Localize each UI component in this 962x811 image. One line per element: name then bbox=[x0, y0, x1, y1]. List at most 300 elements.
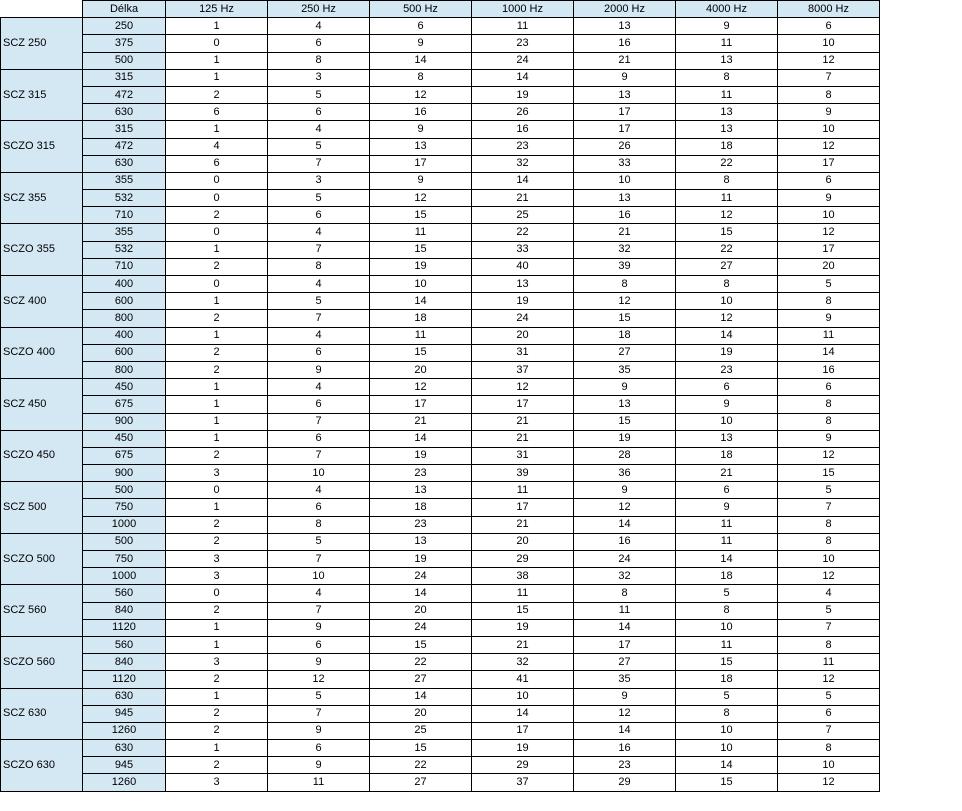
value-cell: 32 bbox=[574, 241, 676, 258]
value-cell: 11 bbox=[676, 86, 778, 103]
value-cell: 17 bbox=[574, 121, 676, 138]
value-cell: 22 bbox=[472, 224, 574, 241]
table-row bbox=[1, 258, 880, 275]
length-cell: 500 bbox=[83, 533, 166, 550]
value-cell: 29 bbox=[472, 757, 574, 774]
value-cell: 13 bbox=[676, 104, 778, 121]
value-cell: 27 bbox=[370, 774, 472, 791]
value-cell: 1 bbox=[166, 688, 268, 705]
freq-header: 1000 Hz bbox=[472, 1, 574, 18]
value-cell: 5 bbox=[268, 86, 370, 103]
value-cell: 12 bbox=[574, 499, 676, 516]
value-cell: 20 bbox=[778, 258, 880, 275]
value-cell: 15 bbox=[574, 413, 676, 430]
value-cell: 8 bbox=[574, 585, 676, 602]
value-cell: 5 bbox=[268, 293, 370, 310]
table-row bbox=[1, 413, 880, 430]
length-cell: 472 bbox=[83, 138, 166, 155]
value-cell: 16 bbox=[574, 533, 676, 550]
table-row bbox=[1, 602, 880, 619]
length-cell: 630 bbox=[83, 688, 166, 705]
value-cell: 3 bbox=[268, 172, 370, 189]
value-cell: 20 bbox=[472, 533, 574, 550]
table-row bbox=[1, 585, 880, 602]
value-cell: 12 bbox=[370, 86, 472, 103]
value-cell: 41 bbox=[472, 671, 574, 688]
length-cell: 600 bbox=[83, 344, 166, 361]
value-cell: 2 bbox=[166, 705, 268, 722]
table-row bbox=[1, 516, 880, 533]
value-cell: 14 bbox=[370, 430, 472, 447]
table-row bbox=[1, 447, 880, 464]
value-cell: 2 bbox=[166, 258, 268, 275]
value-cell: 11 bbox=[472, 585, 574, 602]
table-row bbox=[1, 327, 880, 344]
value-cell: 18 bbox=[676, 568, 778, 585]
value-cell: 12 bbox=[676, 207, 778, 224]
value-cell: 8 bbox=[778, 413, 880, 430]
value-cell: 8 bbox=[778, 533, 880, 550]
value-cell: 5 bbox=[268, 688, 370, 705]
group-name-cell: SCZ 400 bbox=[1, 276, 83, 328]
length-cell: 532 bbox=[83, 241, 166, 258]
value-cell: 11 bbox=[472, 18, 574, 35]
value-cell: 31 bbox=[472, 447, 574, 464]
value-cell: 26 bbox=[472, 104, 574, 121]
value-cell: 11 bbox=[676, 35, 778, 52]
length-cell: 315 bbox=[83, 121, 166, 138]
value-cell: 11 bbox=[268, 774, 370, 791]
value-cell: 6 bbox=[166, 104, 268, 121]
value-cell: 0 bbox=[166, 172, 268, 189]
value-cell: 18 bbox=[676, 138, 778, 155]
value-cell: 8 bbox=[778, 396, 880, 413]
length-cell: 472 bbox=[83, 86, 166, 103]
value-cell: 9 bbox=[370, 121, 472, 138]
value-cell: 9 bbox=[370, 172, 472, 189]
value-cell: 12 bbox=[676, 310, 778, 327]
value-cell: 19 bbox=[370, 447, 472, 464]
value-cell: 23 bbox=[370, 465, 472, 482]
value-cell: 3 bbox=[268, 69, 370, 86]
value-cell: 1 bbox=[166, 293, 268, 310]
value-cell: 13 bbox=[370, 138, 472, 155]
value-cell: 15 bbox=[574, 310, 676, 327]
value-cell: 6 bbox=[268, 344, 370, 361]
value-cell: 12 bbox=[778, 447, 880, 464]
value-cell: 32 bbox=[472, 155, 574, 172]
value-cell: 9 bbox=[778, 430, 880, 447]
value-cell: 38 bbox=[472, 568, 574, 585]
value-cell: 9 bbox=[268, 619, 370, 636]
value-cell: 1 bbox=[166, 18, 268, 35]
table-row bbox=[1, 619, 880, 636]
value-cell: 0 bbox=[166, 35, 268, 52]
length-cell: 900 bbox=[83, 465, 166, 482]
value-cell: 12 bbox=[574, 293, 676, 310]
length-cell: 800 bbox=[83, 361, 166, 378]
value-cell: 12 bbox=[472, 379, 574, 396]
value-cell: 23 bbox=[472, 138, 574, 155]
value-cell: 10 bbox=[676, 413, 778, 430]
value-cell: 29 bbox=[472, 551, 574, 568]
length-cell: 400 bbox=[83, 276, 166, 293]
value-cell: 9 bbox=[268, 654, 370, 671]
value-cell: 12 bbox=[574, 705, 676, 722]
value-cell: 4 bbox=[268, 482, 370, 499]
value-cell: 3 bbox=[166, 551, 268, 568]
value-cell: 15 bbox=[676, 224, 778, 241]
value-cell: 1 bbox=[166, 379, 268, 396]
value-cell: 19 bbox=[370, 551, 472, 568]
value-cell: 14 bbox=[574, 516, 676, 533]
value-cell: 8 bbox=[268, 258, 370, 275]
value-cell: 2 bbox=[166, 344, 268, 361]
value-cell: 24 bbox=[472, 310, 574, 327]
value-cell: 16 bbox=[472, 121, 574, 138]
freq-header: 8000 Hz bbox=[778, 1, 880, 18]
value-cell: 21 bbox=[676, 465, 778, 482]
value-cell: 22 bbox=[370, 757, 472, 774]
value-cell: 33 bbox=[574, 155, 676, 172]
value-cell: 2 bbox=[166, 361, 268, 378]
value-cell: 15 bbox=[370, 740, 472, 757]
value-cell: 4 bbox=[268, 121, 370, 138]
table-row bbox=[1, 533, 880, 550]
value-cell: 8 bbox=[676, 172, 778, 189]
table-row bbox=[1, 636, 880, 653]
value-cell: 3 bbox=[166, 568, 268, 585]
value-cell: 14 bbox=[472, 705, 574, 722]
value-cell: 14 bbox=[676, 551, 778, 568]
value-cell: 6 bbox=[676, 482, 778, 499]
length-cell: 1000 bbox=[83, 568, 166, 585]
value-cell: 1 bbox=[166, 69, 268, 86]
value-cell: 6 bbox=[268, 104, 370, 121]
table-row bbox=[1, 705, 880, 722]
value-cell: 14 bbox=[676, 327, 778, 344]
table-row bbox=[1, 379, 880, 396]
value-cell: 19 bbox=[472, 619, 574, 636]
value-cell: 17 bbox=[574, 104, 676, 121]
value-cell: 10 bbox=[268, 465, 370, 482]
length-cell: 675 bbox=[83, 396, 166, 413]
table-row bbox=[1, 69, 880, 86]
value-cell: 9 bbox=[778, 190, 880, 207]
value-cell: 23 bbox=[370, 516, 472, 533]
value-cell: 11 bbox=[778, 654, 880, 671]
value-cell: 23 bbox=[676, 361, 778, 378]
value-cell: 1 bbox=[166, 636, 268, 653]
value-cell: 19 bbox=[472, 740, 574, 757]
value-cell: 12 bbox=[268, 671, 370, 688]
value-cell: 13 bbox=[676, 121, 778, 138]
value-cell: 13 bbox=[370, 482, 472, 499]
group-name-cell: SCZ 560 bbox=[1, 585, 83, 637]
table-row bbox=[1, 482, 880, 499]
table-row bbox=[1, 740, 880, 757]
value-cell: 5 bbox=[778, 602, 880, 619]
freq-header: 2000 Hz bbox=[574, 1, 676, 18]
value-cell: 5 bbox=[778, 482, 880, 499]
group-name-cell: SCZ 630 bbox=[1, 688, 83, 740]
value-cell: 39 bbox=[472, 465, 574, 482]
value-cell: 14 bbox=[370, 52, 472, 69]
value-cell: 7 bbox=[778, 499, 880, 516]
value-cell: 4 bbox=[268, 18, 370, 35]
value-cell: 10 bbox=[676, 293, 778, 310]
length-cell: 840 bbox=[83, 602, 166, 619]
value-cell: 15 bbox=[472, 602, 574, 619]
group-name-cell: SCZ 315 bbox=[1, 69, 83, 121]
value-cell: 21 bbox=[574, 224, 676, 241]
corner-cell bbox=[1, 1, 83, 18]
value-cell: 24 bbox=[472, 52, 574, 69]
value-cell: 3 bbox=[166, 465, 268, 482]
value-cell: 20 bbox=[370, 361, 472, 378]
length-cell: 250 bbox=[83, 18, 166, 35]
value-cell: 1 bbox=[166, 52, 268, 69]
value-cell: 1 bbox=[166, 430, 268, 447]
value-cell: 6 bbox=[166, 155, 268, 172]
value-cell: 5 bbox=[676, 688, 778, 705]
table-row bbox=[1, 276, 880, 293]
value-cell: 9 bbox=[574, 482, 676, 499]
value-cell: 27 bbox=[574, 344, 676, 361]
value-cell: 5 bbox=[268, 190, 370, 207]
length-cell: 840 bbox=[83, 654, 166, 671]
value-cell: 11 bbox=[676, 533, 778, 550]
length-cell: 400 bbox=[83, 327, 166, 344]
value-cell: 20 bbox=[472, 327, 574, 344]
value-cell: 11 bbox=[370, 327, 472, 344]
value-cell: 6 bbox=[778, 705, 880, 722]
value-cell: 14 bbox=[370, 293, 472, 310]
value-cell: 13 bbox=[370, 533, 472, 550]
value-cell: 17 bbox=[472, 722, 574, 739]
table-row bbox=[1, 465, 880, 482]
table-row bbox=[1, 293, 880, 310]
value-cell: 9 bbox=[370, 35, 472, 52]
value-cell: 11 bbox=[676, 516, 778, 533]
table-row bbox=[1, 757, 880, 774]
value-cell: 19 bbox=[370, 258, 472, 275]
group-name-cell: SCZO 630 bbox=[1, 740, 83, 792]
length-cell: 900 bbox=[83, 413, 166, 430]
value-cell: 18 bbox=[574, 327, 676, 344]
value-cell: 24 bbox=[574, 551, 676, 568]
table-body bbox=[1, 18, 880, 791]
value-cell: 31 bbox=[472, 344, 574, 361]
value-cell: 7 bbox=[778, 619, 880, 636]
value-cell: 9 bbox=[268, 361, 370, 378]
value-cell: 29 bbox=[574, 774, 676, 791]
value-cell: 7 bbox=[778, 722, 880, 739]
value-cell: 6 bbox=[778, 379, 880, 396]
value-cell: 5 bbox=[268, 138, 370, 155]
freq-header: 500 Hz bbox=[370, 1, 472, 18]
value-cell: 10 bbox=[778, 35, 880, 52]
table-row bbox=[1, 207, 880, 224]
value-cell: 11 bbox=[676, 636, 778, 653]
length-cell: 375 bbox=[83, 35, 166, 52]
value-cell: 10 bbox=[778, 757, 880, 774]
value-cell: 21 bbox=[370, 413, 472, 430]
value-cell: 15 bbox=[370, 241, 472, 258]
value-cell: 39 bbox=[574, 258, 676, 275]
value-cell: 0 bbox=[166, 482, 268, 499]
length-cell: 710 bbox=[83, 207, 166, 224]
value-cell: 2 bbox=[166, 447, 268, 464]
value-cell: 25 bbox=[370, 722, 472, 739]
value-cell: 10 bbox=[778, 207, 880, 224]
table-row bbox=[1, 361, 880, 378]
value-cell: 13 bbox=[676, 430, 778, 447]
value-cell: 19 bbox=[676, 344, 778, 361]
value-cell: 19 bbox=[574, 430, 676, 447]
value-cell: 35 bbox=[574, 671, 676, 688]
value-cell: 0 bbox=[166, 276, 268, 293]
length-cell: 355 bbox=[83, 224, 166, 241]
value-cell: 22 bbox=[676, 241, 778, 258]
value-cell: 23 bbox=[574, 757, 676, 774]
length-cell: 945 bbox=[83, 757, 166, 774]
value-cell: 21 bbox=[472, 516, 574, 533]
value-cell: 8 bbox=[778, 636, 880, 653]
value-cell: 5 bbox=[778, 688, 880, 705]
value-cell: 0 bbox=[166, 585, 268, 602]
value-cell: 22 bbox=[676, 155, 778, 172]
value-cell: 15 bbox=[370, 344, 472, 361]
value-cell: 8 bbox=[778, 293, 880, 310]
table-row bbox=[1, 310, 880, 327]
value-cell: 10 bbox=[574, 172, 676, 189]
table-row bbox=[1, 688, 880, 705]
value-cell: 2 bbox=[166, 207, 268, 224]
table-row bbox=[1, 241, 880, 258]
table-row bbox=[1, 430, 880, 447]
value-cell: 9 bbox=[574, 379, 676, 396]
length-cell: 600 bbox=[83, 293, 166, 310]
group-name-cell: SCZO 500 bbox=[1, 533, 83, 585]
table-row bbox=[1, 654, 880, 671]
value-cell: 16 bbox=[778, 361, 880, 378]
value-cell: 16 bbox=[370, 104, 472, 121]
value-cell: 8 bbox=[676, 276, 778, 293]
value-cell: 3 bbox=[166, 774, 268, 791]
value-cell: 18 bbox=[676, 671, 778, 688]
group-name-cell: SCZO 355 bbox=[1, 224, 83, 276]
value-cell: 1 bbox=[166, 396, 268, 413]
value-cell: 14 bbox=[676, 757, 778, 774]
freq-header: 4000 Hz bbox=[676, 1, 778, 18]
value-cell: 1 bbox=[166, 740, 268, 757]
value-cell: 8 bbox=[268, 52, 370, 69]
value-cell: 9 bbox=[676, 18, 778, 35]
table-row bbox=[1, 551, 880, 568]
value-cell: 4 bbox=[268, 276, 370, 293]
value-cell: 40 bbox=[472, 258, 574, 275]
value-cell: 6 bbox=[268, 430, 370, 447]
value-cell: 9 bbox=[574, 688, 676, 705]
value-cell: 7 bbox=[778, 69, 880, 86]
length-cell: 500 bbox=[83, 52, 166, 69]
length-cell: 675 bbox=[83, 447, 166, 464]
value-cell: 11 bbox=[370, 224, 472, 241]
value-cell: 6 bbox=[268, 499, 370, 516]
value-cell: 1 bbox=[166, 619, 268, 636]
value-cell: 6 bbox=[778, 18, 880, 35]
value-cell: 37 bbox=[472, 774, 574, 791]
value-cell: 1 bbox=[166, 241, 268, 258]
length-cell: 532 bbox=[83, 190, 166, 207]
value-cell: 35 bbox=[574, 361, 676, 378]
value-cell: 37 bbox=[472, 361, 574, 378]
freq-header: 250 Hz bbox=[268, 1, 370, 18]
length-cell: 800 bbox=[83, 310, 166, 327]
value-cell: 27 bbox=[574, 654, 676, 671]
freq-header: 125 Hz bbox=[166, 1, 268, 18]
value-cell: 22 bbox=[370, 654, 472, 671]
value-cell: 7 bbox=[268, 413, 370, 430]
value-cell: 21 bbox=[472, 636, 574, 653]
value-cell: 33 bbox=[472, 241, 574, 258]
group-name-cell: SCZO 450 bbox=[1, 430, 83, 482]
value-cell: 11 bbox=[676, 190, 778, 207]
table-row bbox=[1, 344, 880, 361]
value-cell: 12 bbox=[778, 671, 880, 688]
length-cell: 630 bbox=[83, 740, 166, 757]
length-cell: 750 bbox=[83, 551, 166, 568]
value-cell: 6 bbox=[268, 396, 370, 413]
value-cell: 8 bbox=[778, 516, 880, 533]
length-header: Délka bbox=[83, 1, 166, 18]
value-cell: 12 bbox=[778, 52, 880, 69]
value-cell: 8 bbox=[676, 705, 778, 722]
value-cell: 14 bbox=[472, 172, 574, 189]
value-cell: 7 bbox=[268, 155, 370, 172]
value-cell: 7 bbox=[268, 551, 370, 568]
value-cell: 9 bbox=[268, 757, 370, 774]
value-cell: 6 bbox=[676, 379, 778, 396]
value-cell: 9 bbox=[268, 722, 370, 739]
length-cell: 315 bbox=[83, 69, 166, 86]
length-cell: 945 bbox=[83, 705, 166, 722]
group-name-cell: SCZ 355 bbox=[1, 172, 83, 224]
value-cell: 1 bbox=[166, 499, 268, 516]
value-cell: 6 bbox=[268, 636, 370, 653]
value-cell: 15 bbox=[676, 774, 778, 791]
value-cell: 13 bbox=[676, 52, 778, 69]
value-cell: 24 bbox=[370, 568, 472, 585]
value-cell: 9 bbox=[574, 69, 676, 86]
length-cell: 450 bbox=[83, 430, 166, 447]
value-cell: 11 bbox=[574, 602, 676, 619]
value-cell: 7 bbox=[268, 705, 370, 722]
value-cell: 4 bbox=[166, 138, 268, 155]
table-row bbox=[1, 52, 880, 69]
value-cell: 20 bbox=[370, 705, 472, 722]
value-cell: 6 bbox=[268, 207, 370, 224]
value-cell: 14 bbox=[574, 619, 676, 636]
value-cell: 21 bbox=[472, 430, 574, 447]
group-name-cell: SCZO 560 bbox=[1, 636, 83, 688]
value-cell: 21 bbox=[472, 413, 574, 430]
value-cell: 10 bbox=[778, 551, 880, 568]
value-cell: 25 bbox=[472, 207, 574, 224]
table-row bbox=[1, 121, 880, 138]
value-cell: 4 bbox=[778, 585, 880, 602]
